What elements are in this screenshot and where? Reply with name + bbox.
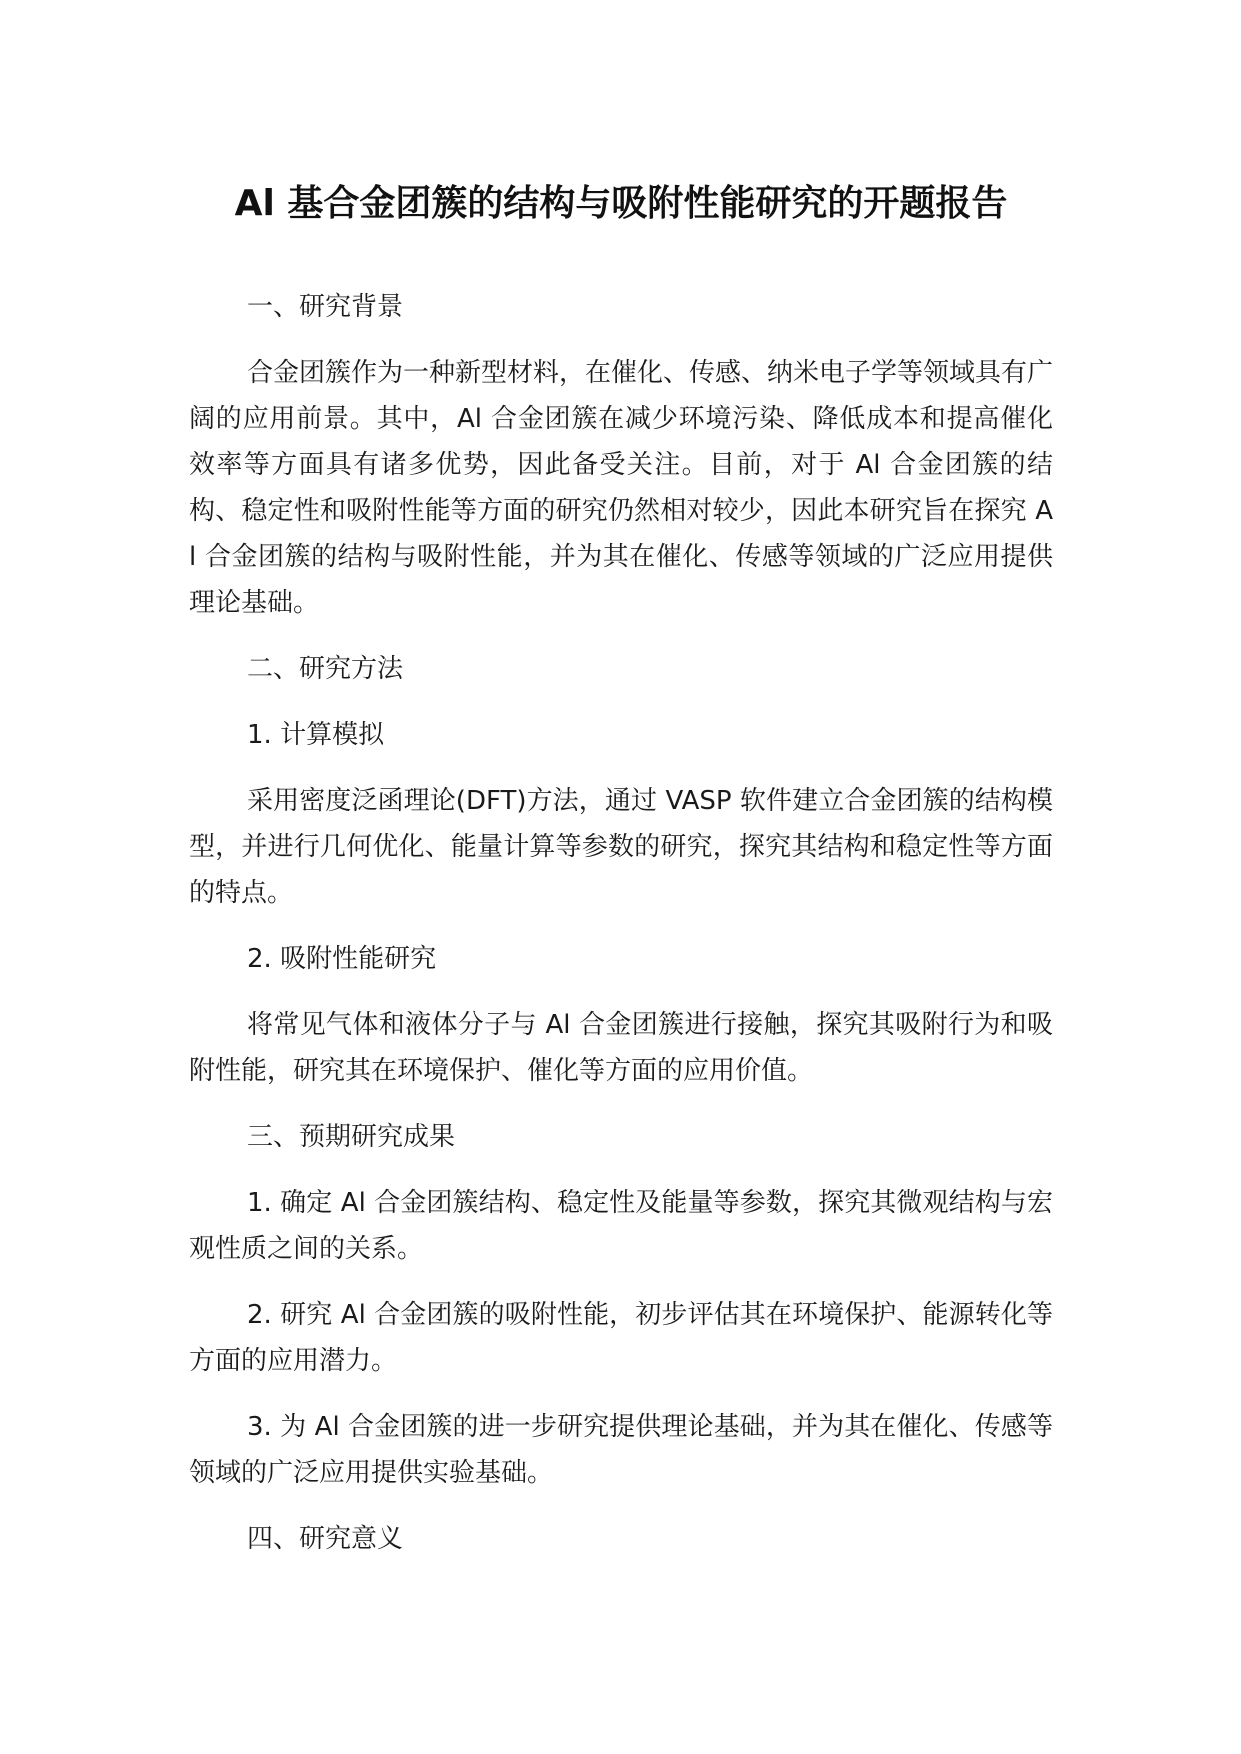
section-heading-results: 三、预期研究成果 xyxy=(247,1122,456,1152)
subheading-method-adsorption: 2. 吸附性能研究 xyxy=(247,944,437,974)
document-title: Al 基合金团簇的结构与吸附性能研究的开题报告 xyxy=(234,183,1008,224)
paragraph-result-1: 1. 确定 Al 合金团簇结构、稳定性及能量等参数，探究其微观结构与宏观性质之间的关系。 xyxy=(189,1188,1053,1264)
paragraph-method-simulation: 采用密度泛函理论(DFT)方法，通过 VASP 软件建立合金团簇的结构模型，并进行几何优化、能量计算等参数的研究，探究其结构和稳定性等方面的特点。 xyxy=(189,786,1053,908)
paragraph-method-adsorption: 将常见气体和液体分子与 Al 合金团簇进行接触，探究其吸附行为和吸附性能，研究其在环境保护、催化等方面的应用价值。 xyxy=(189,1010,1053,1086)
paragraph-result-2: 2. 研究 Al 合金团簇的吸附性能，初步评估其在环境保护、能源转化等方面的应用潜力。 xyxy=(189,1300,1053,1376)
section-heading-significance: 四、研究意义 xyxy=(247,1524,404,1554)
paragraph-result-3: 3. 为 Al 合金团簇的进一步研究提供理论基础，并为其在催化、传感等领域的广泛应用提供实验基础。 xyxy=(189,1412,1053,1488)
section-heading-background: 一、研究背景 xyxy=(247,292,404,322)
section-heading-methods: 二、研究方法 xyxy=(247,654,404,684)
paragraph-background: 合金团簇作为一种新型材料，在催化、传感、纳米电子学等领域具有广阔的应用前景。其中，Al 合金团簇在减少环境污染、降低成本和提高催化效率等方面具有诸多优势，因此备受关注。目前，对于 Al 合金团簇的结构、稳定性和吸附性能等方面的研究仍然相对较少，因此本研究旨在探究 Al 合金团簇的结构与吸附性能，并为其在催化、传感等领域的广泛应用提供理论基础。 xyxy=(189,358,1054,618)
document-page xyxy=(189,180,1053,1582)
subheading-method-simulation: 1. 计算模拟 xyxy=(247,720,385,750)
